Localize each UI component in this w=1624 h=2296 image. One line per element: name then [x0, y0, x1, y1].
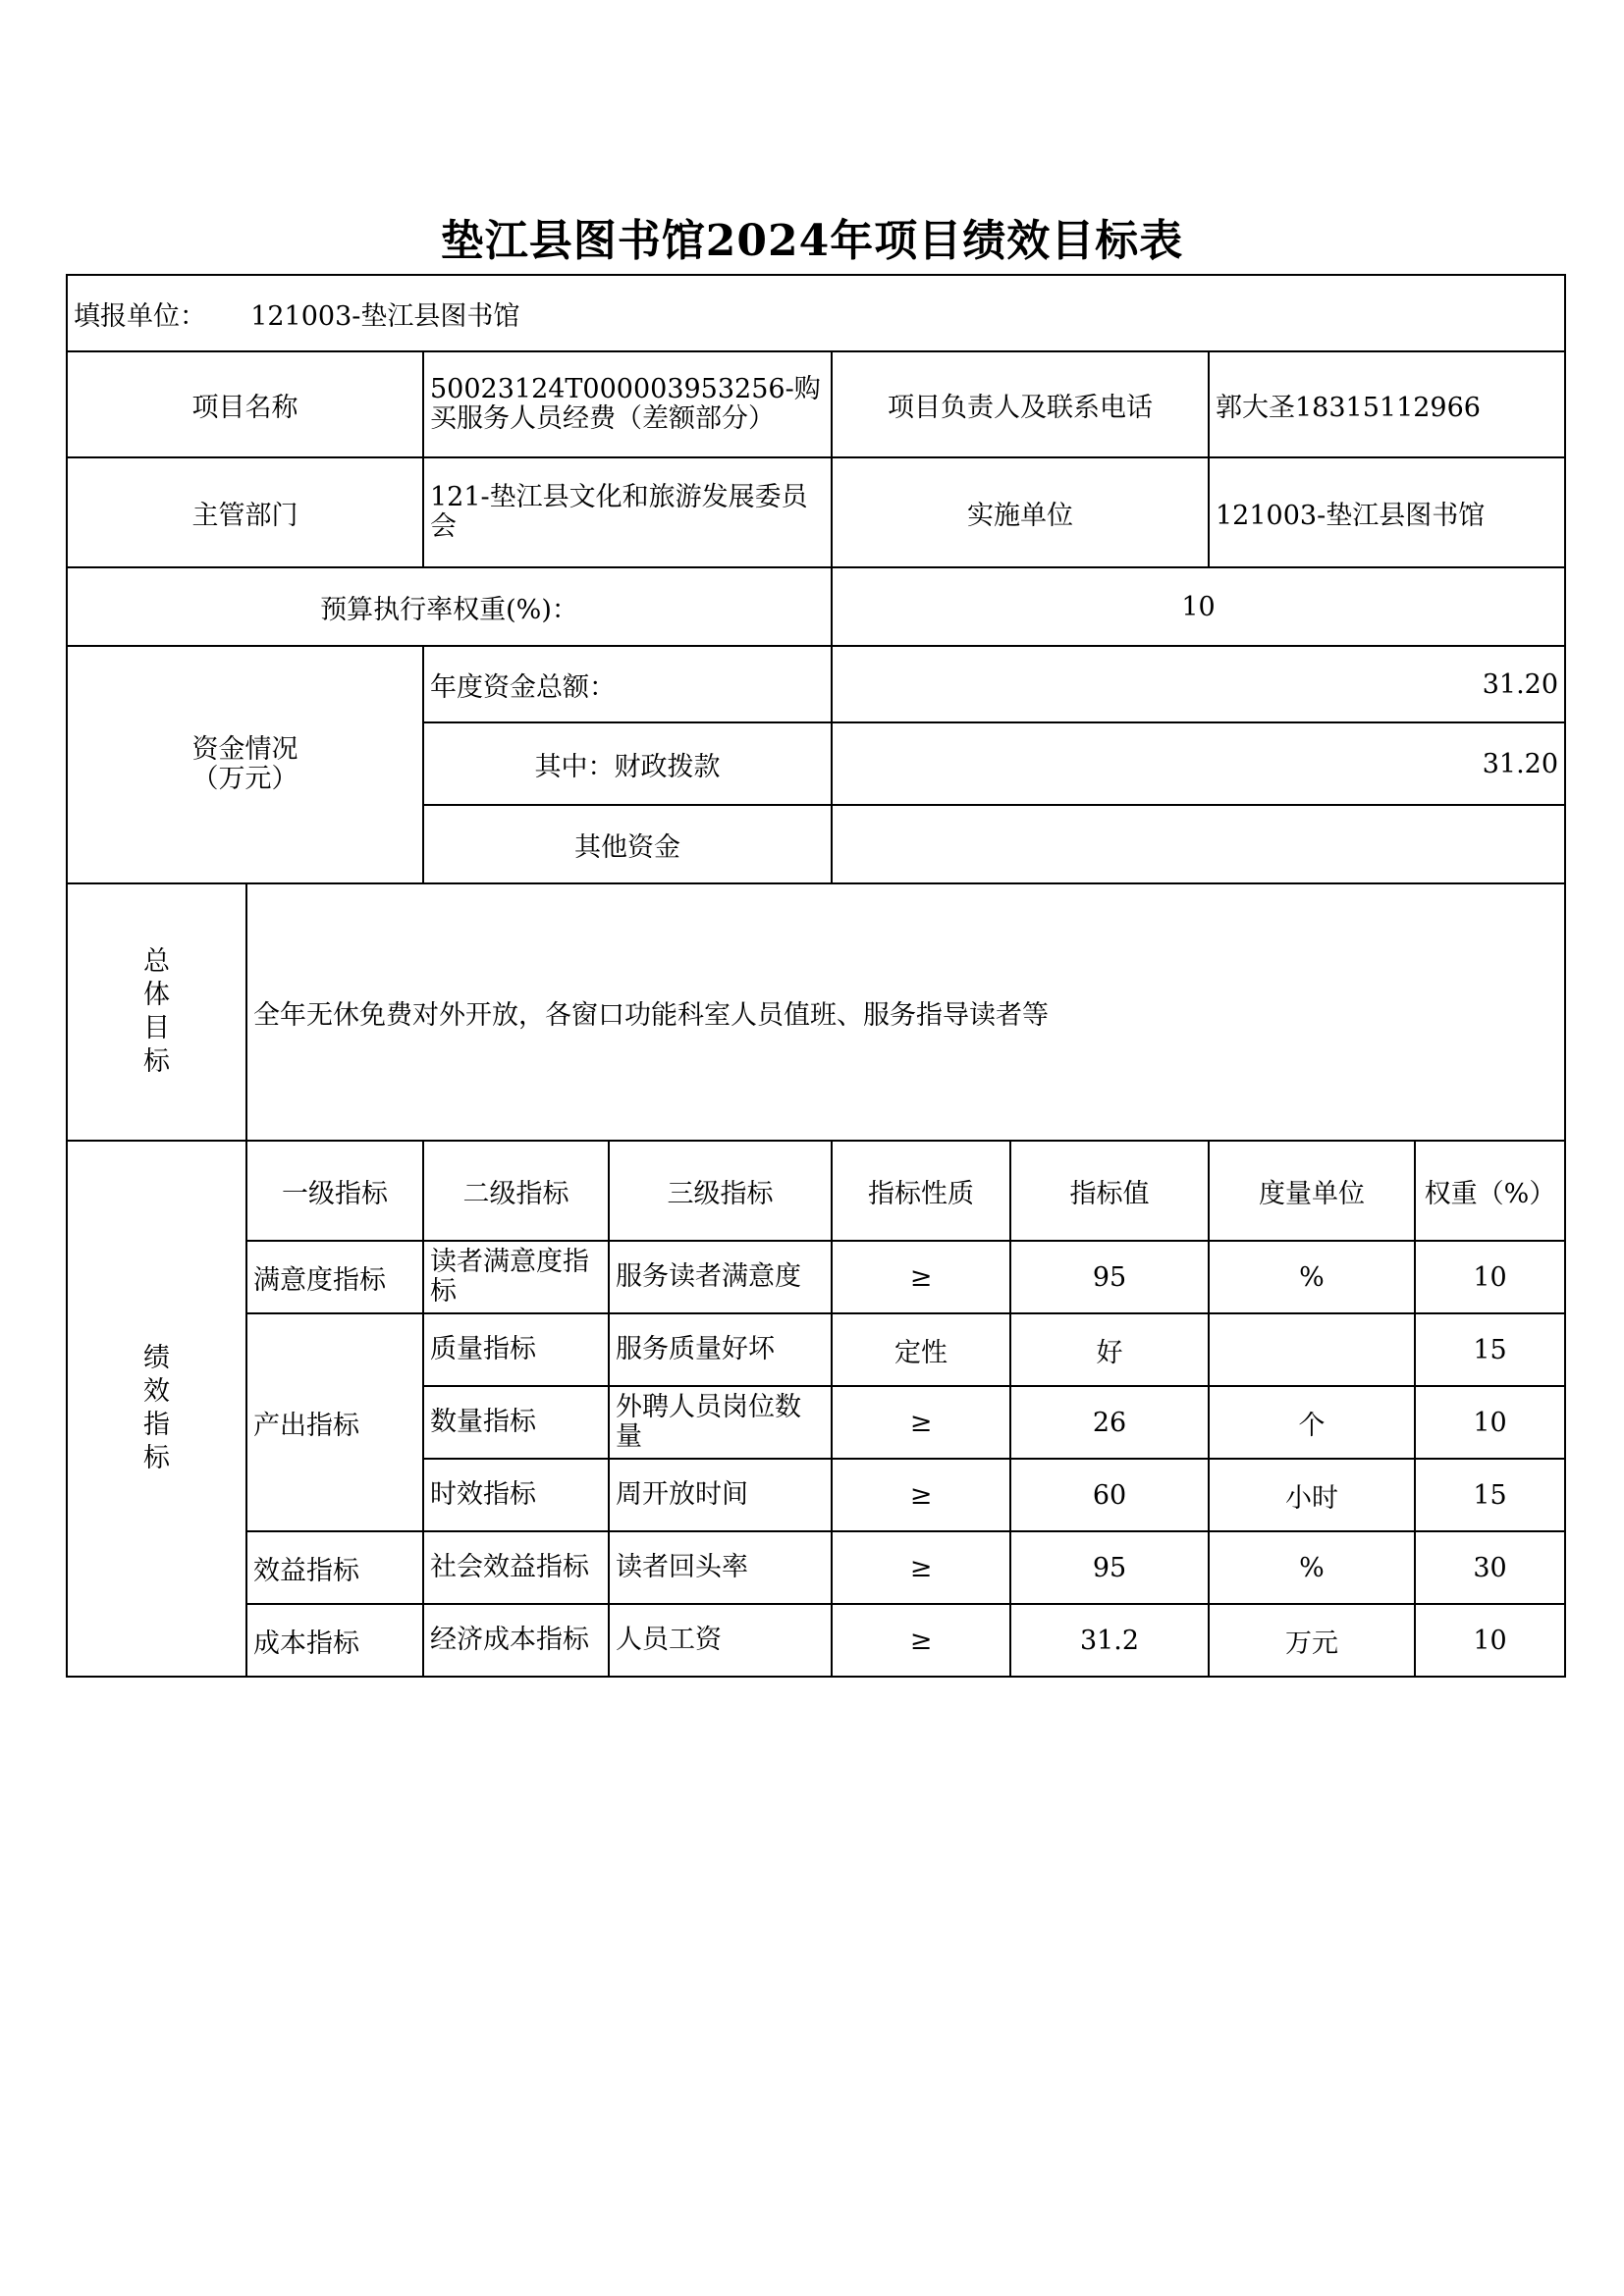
funds-label-line2: （万元）: [191, 764, 298, 794]
funds-fiscal-value: 31.20: [832, 722, 1565, 805]
row-level2: 数量指标: [423, 1386, 609, 1459]
row-level3: 读者回头率: [609, 1531, 832, 1604]
overall-goal-char: 体: [143, 980, 170, 1010]
funds-label: [67, 646, 423, 883]
budget-weight-value: 10: [832, 567, 1565, 646]
row-nature: ≥: [832, 1459, 1010, 1531]
funds-other-label: 其他资金: [423, 805, 832, 883]
department-label: 主管部门: [67, 457, 423, 567]
row-weight: 10: [1415, 1604, 1565, 1677]
header-weight: 权重（%）: [1415, 1141, 1565, 1241]
header-level2: 二级指标: [423, 1141, 609, 1241]
row-unit: [1209, 1313, 1415, 1386]
implementing-unit-label: 实施单位: [832, 457, 1209, 567]
department-row: [67, 457, 1565, 567]
row-level3: 周开放时间: [609, 1459, 832, 1531]
row-nature: ≥: [832, 1531, 1010, 1604]
row-weight: 15: [1415, 1459, 1565, 1531]
funds-label-line1: 资金情况: [191, 734, 298, 765]
row-unit: 小时: [1209, 1459, 1415, 1531]
header-level3: 三级指标: [609, 1141, 832, 1241]
row-nature: 定性: [832, 1313, 1010, 1386]
indicators-char: 标: [143, 1443, 170, 1473]
row-unit: 个: [1209, 1386, 1415, 1459]
overall-goal-label: [67, 883, 246, 1141]
row-weight: 10: [1415, 1241, 1565, 1313]
row-value: 好: [1010, 1313, 1209, 1386]
row-value: 26: [1010, 1386, 1209, 1459]
funds-total-value: 31.20: [832, 646, 1565, 722]
filler-label: 填报单位：: [74, 300, 206, 332]
row-unit: %: [1209, 1241, 1415, 1313]
row-level1: 产出指标: [246, 1313, 423, 1531]
performance-target-table: [66, 274, 1566, 1678]
row-level2: 时效指标: [423, 1459, 609, 1531]
header-unit: 度量单位: [1209, 1141, 1415, 1241]
page-title: 垫江县图书馆2024年项目绩效目标表: [440, 216, 1184, 266]
row-level2: 经济成本指标: [423, 1604, 609, 1677]
row-nature: ≥: [832, 1604, 1010, 1677]
department-value: 121-垫江县文化和旅游发展委员会: [423, 457, 832, 567]
implementing-unit-value: 121003-垫江县图书馆: [1209, 457, 1565, 567]
project-contact-label: 项目负责人及联系电话: [832, 351, 1209, 457]
filler-value: 121003-垫江县图书馆: [250, 300, 520, 332]
header-nature: 指标性质: [832, 1141, 1010, 1241]
row-unit: %: [1209, 1531, 1415, 1604]
filler-cell: [67, 275, 1565, 351]
overall-goal-char: 目: [143, 1013, 170, 1043]
funds-other-value: [832, 805, 1565, 883]
row-weight: 15: [1415, 1313, 1565, 1386]
row-value: 60: [1010, 1459, 1209, 1531]
overall-goal-char: 标: [143, 1046, 170, 1077]
indicators-char: 指: [143, 1410, 170, 1440]
overall-goal-row: [67, 883, 1565, 1141]
overall-goal-text: 全年无休免费对外开放，各窗口功能科室人员值班、服务指导读者等: [246, 883, 1565, 1141]
table-row: [67, 1313, 1565, 1386]
indicator-header-row: [67, 1141, 1565, 1241]
overall-goal-char: 总: [143, 946, 170, 977]
filler-row: [67, 275, 1565, 351]
row-value: 95: [1010, 1241, 1209, 1313]
project-contact-value: 郭大圣18315112966: [1209, 351, 1565, 457]
table-row: [67, 1241, 1565, 1313]
row-level3: 服务质量好坏: [609, 1313, 832, 1386]
row-value: 31.2: [1010, 1604, 1209, 1677]
funds-total-label: 年度资金总额：: [423, 646, 832, 722]
project-name-value: 50023124T000003953256-购买服务人员经费（差额部分）: [423, 351, 832, 457]
row-unit: 万元: [1209, 1604, 1415, 1677]
project-name-row: [67, 351, 1565, 457]
row-level2: 质量指标: [423, 1313, 609, 1386]
table-row: [67, 1531, 1565, 1604]
row-level3: 外聘人员岗位数量: [609, 1386, 832, 1459]
budget-weight-label: 预算执行率权重(%)：: [67, 567, 832, 646]
row-weight: 10: [1415, 1386, 1565, 1459]
indicators-char: 效: [143, 1376, 170, 1407]
header-value: 指标值: [1010, 1141, 1209, 1241]
row-level1: 成本指标: [246, 1604, 423, 1677]
table-row: [67, 1604, 1565, 1677]
row-level3: 人员工资: [609, 1604, 832, 1677]
row-level2: 社会效益指标: [423, 1531, 609, 1604]
row-level1: 满意度指标: [246, 1241, 423, 1313]
header-level1: 一级指标: [246, 1141, 423, 1241]
funds-total-row: [67, 646, 1565, 722]
budget-weight-row: [67, 567, 1565, 646]
indicators-char: 绩: [143, 1343, 170, 1373]
funds-fiscal-label: 其中：财政拨款: [423, 722, 832, 805]
row-level1: 效益指标: [246, 1531, 423, 1604]
row-level2: 读者满意度指标: [423, 1241, 609, 1313]
project-name-label: 项目名称: [67, 351, 423, 457]
row-nature: ≥: [832, 1386, 1010, 1459]
row-value: 95: [1010, 1531, 1209, 1604]
row-level3: 服务读者满意度: [609, 1241, 832, 1313]
indicators-label: [67, 1141, 246, 1677]
row-weight: 30: [1415, 1531, 1565, 1604]
row-nature: ≥: [832, 1241, 1010, 1313]
